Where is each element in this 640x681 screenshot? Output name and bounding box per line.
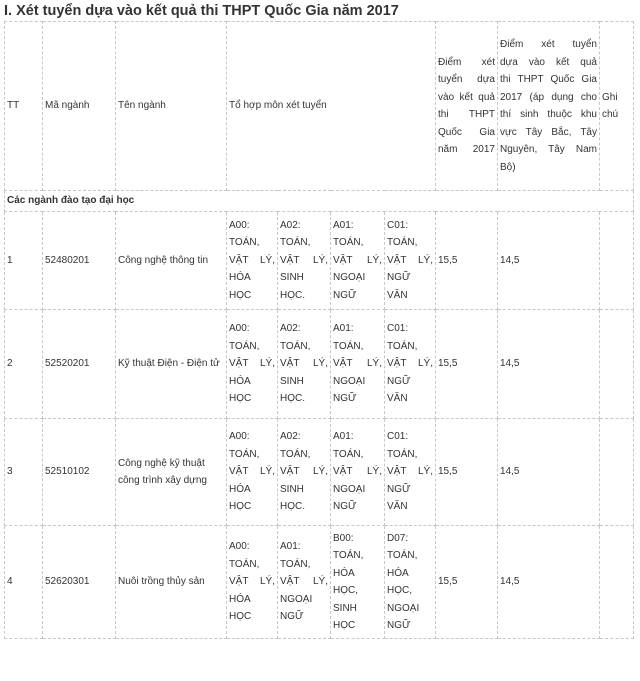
header-diem-khu-vuc-line: 2017 (áp dụng cho bbox=[500, 91, 597, 103]
subject-line: TOÁN, bbox=[280, 340, 311, 352]
subject-line: HỌC, bbox=[387, 585, 412, 596]
cell-diem-chung: 15,5 bbox=[436, 212, 498, 310]
subject-line: TOÁN, bbox=[387, 340, 418, 352]
subject-line: SINH bbox=[280, 483, 304, 495]
subject-line: HỌC. bbox=[280, 393, 305, 405]
cell-ghi-chu bbox=[600, 310, 634, 419]
subject-line: NGỮ bbox=[387, 620, 411, 631]
header-diem-khu-vuc-line: thí sinh thuộc khu bbox=[500, 109, 597, 120]
table-row bbox=[5, 419, 634, 526]
subject-line: HÓA bbox=[229, 272, 251, 284]
section-row bbox=[5, 191, 634, 212]
subject-line: VẬT LÝ, bbox=[280, 254, 328, 266]
cell-to-hop bbox=[227, 526, 278, 639]
subject-line: TOÁN, bbox=[229, 237, 260, 249]
subject-line: NGOẠI bbox=[333, 375, 366, 387]
cell-ten-nganh: Công nghệ kỹ thuật công trình xây dựng bbox=[116, 419, 227, 526]
header-to-hop: Tổ hợp môn xét tuyển bbox=[227, 22, 436, 191]
header-ghi-chu bbox=[600, 22, 634, 191]
header-diem-chung-line: Quốc Gia bbox=[438, 126, 495, 138]
subject-line: NGỮ bbox=[387, 272, 411, 284]
subject-line: A01: bbox=[333, 219, 354, 231]
subject-line: NGỮ bbox=[387, 483, 411, 495]
cell-tt: 4 bbox=[5, 526, 43, 639]
subject-line: A02: bbox=[280, 219, 301, 231]
subject-line: VẬT LÝ, bbox=[229, 254, 275, 266]
subject-line: HÓA bbox=[229, 375, 251, 387]
subject-line: NGOẠI bbox=[387, 602, 420, 614]
subject-line: TOÁN, bbox=[229, 558, 260, 570]
cell-diem-khu-vuc: 14,5 bbox=[498, 310, 600, 419]
subject-line: A01: bbox=[333, 323, 354, 335]
header-diem-khu-vuc-line: Điểm xét tuyển bbox=[500, 39, 597, 50]
subject-line: HÓA bbox=[229, 593, 251, 605]
header-ten-nganh: Tên ngành bbox=[116, 22, 227, 191]
cell-to-hop bbox=[278, 419, 331, 526]
subject-line: VĂN bbox=[387, 501, 408, 513]
header-ghi-chu-line: Ghi bbox=[602, 91, 618, 103]
header-diem-chung bbox=[436, 22, 498, 191]
header-ma-nganh: Mã ngành bbox=[43, 22, 116, 191]
subject-line: TOÁN, bbox=[333, 448, 364, 460]
subject-line: A00: bbox=[229, 219, 250, 231]
subject-line: SINH bbox=[280, 375, 304, 387]
admissions-table bbox=[4, 21, 634, 639]
cell-to-hop bbox=[227, 310, 278, 419]
cell-to-hop bbox=[385, 310, 436, 419]
cell-diem-khu-vuc: 14,5 bbox=[498, 212, 600, 310]
subject-line: VẬT LÝ, bbox=[387, 254, 433, 266]
subject-line: NGỮ bbox=[387, 375, 411, 387]
header-ghi-chu-line: chú bbox=[602, 109, 619, 120]
header-diem-khu-vuc-line: vực Tây Bắc, Tây bbox=[500, 126, 597, 138]
header-tt: TT bbox=[5, 22, 43, 191]
section-label: Các ngành đào tạo đại học bbox=[5, 191, 634, 212]
header-diem-chung-line: tuyển dựa bbox=[438, 74, 495, 85]
header-diem-chung-line: Điểm xét bbox=[438, 56, 495, 68]
table-row bbox=[5, 310, 634, 419]
cell-to-hop bbox=[278, 212, 331, 310]
cell-to-hop bbox=[331, 419, 385, 526]
cell-ten-nganh: Nuôi trồng thủy sản bbox=[116, 526, 227, 639]
subject-line: NGOẠI bbox=[333, 272, 366, 284]
subject-line: HỌC. bbox=[280, 289, 305, 301]
cell-to-hop bbox=[278, 526, 331, 639]
cell-to-hop bbox=[227, 419, 278, 526]
header-diem-khu-vuc-line: thi THPT Quốc Gia bbox=[500, 74, 597, 85]
subject-line: A02: bbox=[280, 431, 301, 443]
subject-line: TOÁN, bbox=[229, 448, 260, 460]
header-diem-khu-vuc-line: Nguyên, Tây Nam bbox=[500, 144, 597, 155]
cell-to-hop bbox=[385, 212, 436, 310]
subject-line: VẬT LÝ, bbox=[280, 358, 328, 370]
subject-line: C01: bbox=[387, 219, 409, 231]
subject-line: VẬT LÝ, bbox=[333, 358, 382, 370]
cell-ma-nganh: 52620301 bbox=[43, 526, 116, 639]
header-diem-chung-line: thi THPT bbox=[438, 109, 495, 120]
subject-line: C01: bbox=[387, 431, 409, 443]
subject-line: NGOẠI bbox=[280, 593, 313, 605]
cell-diem-chung: 15,5 bbox=[436, 526, 498, 639]
cell-ma-nganh: 52480201 bbox=[43, 212, 116, 310]
table-row bbox=[5, 212, 634, 310]
header-diem-khu-vuc-line: dựa vào kết quả bbox=[500, 56, 597, 68]
subject-line: VẬT LÝ, bbox=[333, 466, 382, 478]
header-diem-khu-vuc bbox=[498, 22, 600, 191]
cell-tt: 2 bbox=[5, 310, 43, 419]
cell-ma-nganh: 52510102 bbox=[43, 419, 116, 526]
subject-line: A02: bbox=[280, 323, 301, 335]
cell-ghi-chu bbox=[600, 419, 634, 526]
subject-line: VẬT LÝ, bbox=[280, 576, 328, 588]
cell-to-hop bbox=[331, 526, 385, 639]
subject-line: VẬT LÝ, bbox=[229, 576, 275, 588]
subject-line: TOÁN, bbox=[229, 340, 260, 352]
subject-line: VẬT LÝ, bbox=[229, 358, 275, 370]
cell-diem-khu-vuc: 14,5 bbox=[498, 419, 600, 526]
cell-to-hop bbox=[385, 419, 436, 526]
subject-line: TOÁN, bbox=[387, 237, 418, 249]
subject-line: A01: bbox=[280, 541, 301, 553]
subject-line: SINH bbox=[333, 602, 357, 614]
table-row bbox=[5, 526, 634, 639]
subject-line: TOÁN, bbox=[333, 237, 364, 249]
subject-line: TOÁN, bbox=[387, 448, 418, 460]
subject-line: NGỮ bbox=[333, 393, 357, 405]
subject-line: NGỮ bbox=[333, 501, 357, 513]
subject-line: HỌC. bbox=[280, 501, 305, 513]
cell-to-hop bbox=[331, 212, 385, 310]
cell-tt: 1 bbox=[5, 212, 43, 310]
subject-line: HÓA bbox=[229, 483, 251, 495]
cell-diem-khu-vuc: 14,5 bbox=[498, 526, 600, 639]
subject-line: HỌC bbox=[229, 393, 252, 405]
subject-line: VĂN bbox=[387, 393, 408, 405]
cell-to-hop bbox=[385, 526, 436, 639]
subject-line: VẬT LÝ, bbox=[333, 254, 382, 266]
subject-line: VẬT LÝ, bbox=[280, 466, 328, 478]
subject-line: VẬT LÝ, bbox=[387, 466, 433, 478]
subject-line: SINH bbox=[280, 272, 304, 284]
header-row bbox=[5, 22, 634, 191]
cell-to-hop bbox=[227, 212, 278, 310]
header-diem-chung-line: năm 2017 bbox=[438, 144, 495, 155]
subject-line: VẬT LÝ, bbox=[229, 466, 275, 478]
subject-line: TOÁN, bbox=[333, 550, 364, 561]
subject-line: VẬT LÝ, bbox=[387, 358, 433, 370]
subject-line: HÓA bbox=[333, 567, 355, 579]
subject-line: HÓA bbox=[387, 567, 409, 579]
subject-line: D07: bbox=[387, 532, 409, 544]
subject-line: NGỮ bbox=[333, 289, 357, 301]
cell-to-hop bbox=[278, 310, 331, 419]
subject-line: C01: bbox=[387, 323, 409, 335]
subject-line: TOÁN, bbox=[387, 550, 418, 561]
subject-line: HỌC bbox=[333, 620, 356, 631]
subject-line: HỌC bbox=[229, 289, 252, 301]
subject-line: HỌC, bbox=[333, 585, 358, 596]
section-title: I. Xét tuyển dựa vào kết quả thi THPT Quốc Gia năm 2017 bbox=[4, 3, 399, 19]
subject-line: A01: bbox=[333, 431, 354, 443]
cell-to-hop bbox=[331, 310, 385, 419]
cell-diem-chung: 15,5 bbox=[436, 419, 498, 526]
cell-ghi-chu bbox=[600, 526, 634, 639]
subject-line: NGOẠI bbox=[333, 483, 366, 495]
cell-tt: 3 bbox=[5, 419, 43, 526]
subject-line: TOÁN, bbox=[280, 448, 311, 460]
subject-line: A00: bbox=[229, 541, 250, 553]
subject-line: VĂN bbox=[387, 289, 408, 301]
subject-line: A00: bbox=[229, 431, 250, 443]
cell-ma-nganh: 52520201 bbox=[43, 310, 116, 419]
header-diem-khu-vuc-line: Bộ) bbox=[500, 161, 516, 173]
cell-ten-nganh: Công nghệ thông tin bbox=[116, 212, 227, 310]
subject-line: NGỮ bbox=[280, 611, 304, 623]
cell-diem-chung: 15,5 bbox=[436, 310, 498, 419]
subject-line: HỌC bbox=[229, 611, 252, 623]
subject-line: TOÁN, bbox=[280, 558, 311, 570]
cell-ten-nganh: Kỹ thuật Điện - Điện tử bbox=[116, 310, 227, 419]
subject-line: B00: bbox=[333, 532, 354, 544]
subject-line: TOÁN, bbox=[333, 340, 364, 352]
cell-ghi-chu bbox=[600, 212, 634, 310]
subject-line: HỌC bbox=[229, 501, 252, 513]
subject-line: TOÁN, bbox=[280, 237, 311, 249]
subject-line: A00: bbox=[229, 323, 250, 335]
header-diem-chung-line: vào kết quả bbox=[438, 91, 495, 103]
